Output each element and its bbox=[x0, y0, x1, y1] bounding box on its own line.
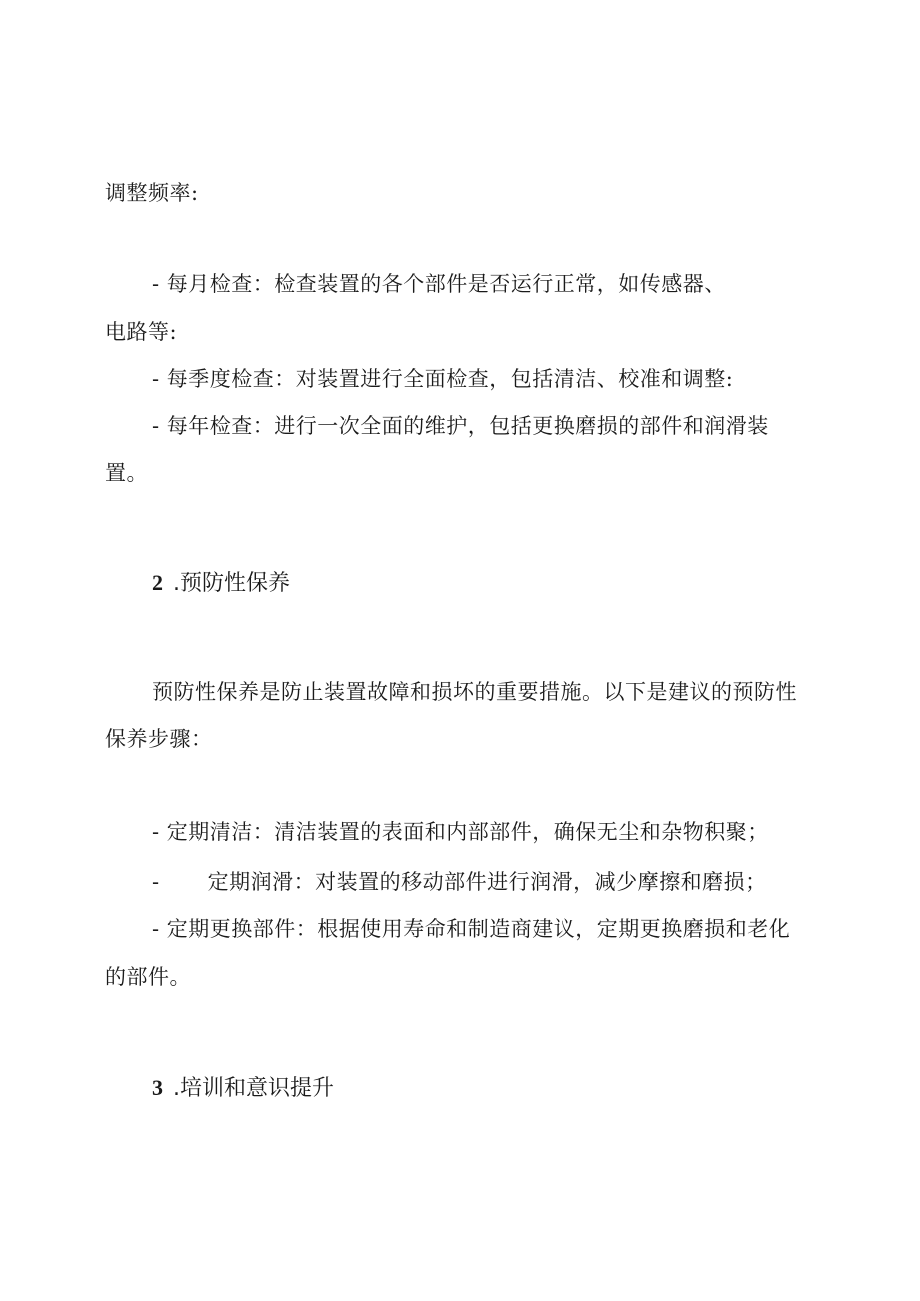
list-item-annual-check: - 每年检查：进行一次全面的维护，包括更换磨损的部件和润滑装 bbox=[152, 414, 769, 438]
list-item-regular-lubrication bbox=[152, 867, 767, 897]
bullet-dash: - bbox=[152, 870, 160, 894]
list-item-quarterly-check: - 每季度检查：对装置进行全面检查，包括清洁、校准和调整: bbox=[152, 367, 734, 391]
section-title: .培训和意识提升 bbox=[173, 1076, 334, 1101]
section-title: .预防性保养 bbox=[173, 571, 290, 596]
paragraph-preventive-line2: 保养步骤： bbox=[105, 727, 213, 751]
paragraph-preventive-line1: 预防性保养是防止装置故障和损坏的重要措施。以下是建议的预防性 bbox=[152, 680, 797, 704]
list-item-text: 定期润滑：对装置的移动部件进行润滑，减少摩擦和磨损； bbox=[207, 870, 767, 894]
list-item-regular-cleaning: - 定期清洁：清洁装置的表面和内部部件，确保无尘和杂物积聚； bbox=[152, 820, 769, 844]
section-number: 2 bbox=[152, 570, 163, 595]
list-item-regular-replacement: - 定期更换部件：根据使用寿命和制造商建议，定期更换磨损和老化 bbox=[152, 917, 791, 941]
list-item-monthly-check-cont: 电路等: bbox=[105, 320, 178, 344]
list-item-annual-check-cont: 置。 bbox=[105, 461, 148, 485]
adjust-frequency-label: 调整频率: bbox=[105, 181, 199, 205]
section-number: 3 bbox=[152, 1075, 163, 1100]
section-heading-preventive-maintenance bbox=[152, 568, 290, 599]
list-item-monthly-check: - 每月检查：检查装置的各个部件是否运行正常，如传感器、 bbox=[152, 272, 726, 296]
list-item-regular-replacement-cont: 的部件。 bbox=[105, 965, 191, 989]
section-heading-training bbox=[152, 1073, 334, 1104]
